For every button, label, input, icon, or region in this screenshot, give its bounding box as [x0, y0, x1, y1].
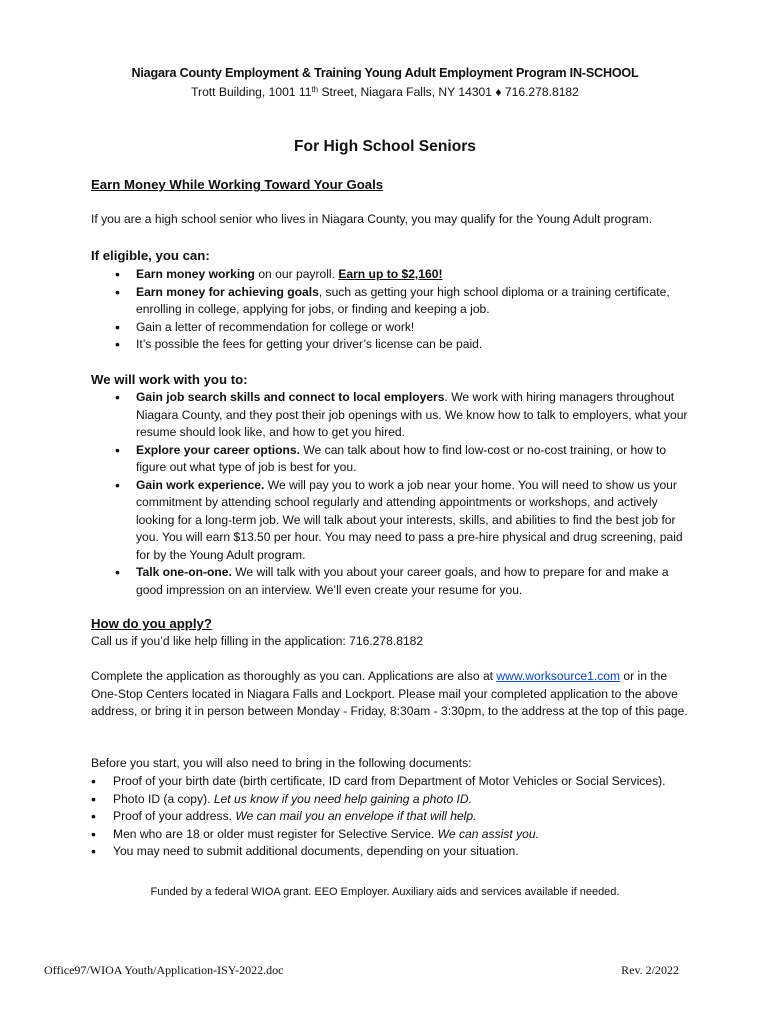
list-item: • Earn money for achieving goals, such as getting your high school diploma or a training certificate, enrolling in college, applying for jobs, or finding and keeping a job. [91, 284, 691, 319]
eligible-list [91, 266, 691, 354]
list-item: • Proof of your address. We can mail you an envelope if that will help. [91, 808, 681, 826]
list-item: • You may need to submit additional documents, depending on your situation. [91, 843, 681, 861]
org-line: Niagara County Employment & Training Young Adult Employment Program IN-SCHOOL [131, 66, 639, 80]
funding-notice: Funded by a federal WIOA grant. EEO Employer. Auxiliary aids and services available if needed. [150, 886, 620, 898]
apply-heading: How do you apply? [91, 616, 212, 631]
list-item: • It’s possible the fees for getting your driver’s license can be paid. [91, 336, 691, 354]
eligible-heading: If eligible, you can: [91, 248, 210, 263]
address-line: Trott Building, 1001 11th Street, Niagara Falls, NY 14301 ♦ 716.278.8182 [191, 85, 579, 99]
earn-intro: If you are a high school senior who lives in Niagara County, you may qualify for the Young Adult program. [91, 212, 653, 226]
docs-list [91, 773, 681, 861]
worksource-link[interactable]: www.worksource1.com [496, 669, 621, 683]
list-item: • Photo ID (a copy). Let us know if you need help gaining a photo ID. [91, 791, 681, 809]
list-item: • Talk one-on-one. We will talk with you about your career goals, and how to prepare for and make a good impression on an interview. We’ll even create your resume for you. [91, 564, 691, 599]
list-item: • Earn money working on our payroll. Earn up to $2,160! [91, 266, 691, 284]
docs-intro: Before you start, you will also need to bring in the following documents: [91, 756, 472, 770]
list-item: • Gain job search skills and connect to local employers. We work with hiring managers throughout Niagara County, and they post their job openings with us. We know how to talk to employers, what your resume should look like, and how to get you hired. [91, 389, 691, 442]
footer-file-path: Office97/WIOA Youth/Application-ISY-2022.doc [44, 963, 284, 977]
apply-complete: Complete the application as thoroughly as you can. Applications are also at www.worksource1.com or in the One-Stop Centers located in Niagara Falls and Lockport. Please mail your completed application to the above address, or bring it in person between Monday - Friday, 8:30am - 3:30pm, to the address at the top of this page. [91, 669, 688, 718]
list-item: • Explore your career options. We can talk about how to find low-cost or no-cost training, or how to figure out what type of job is best for you. [91, 442, 691, 477]
work-with-heading: We will work with you to: [91, 372, 248, 387]
work-with-list [91, 389, 691, 599]
list-item: • Proof of your birth date (birth certificate, ID card from Department of Motor Vehicles or Social Services). [91, 773, 681, 791]
footer-revision: Rev. 2/2022 [621, 963, 679, 977]
page-title: For High School Seniors [294, 138, 476, 155]
list-item: • Gain a letter of recommendation for college or work! [91, 319, 691, 337]
earn-heading: Earn Money While Working Toward Your Goals [91, 177, 384, 192]
list-item: • Gain work experience. We will pay you to work a job near your home. You will need to show us your commitment by attending school regularly and attending appointments or workshops, and actively looking for a long-term job. We will talk about your interests, skills, and abilities to find the best job for you. You will earn $13.50 per hour. You may need to pass a pre-hire physical and drug screening, paid for by the Young Adult program. [91, 477, 691, 565]
list-item: • Men who are 18 or older must register for Selective Service. We can assist you. [91, 826, 681, 844]
apply-call: Call us if you’d like help filling in the application: 716.278.8182 [91, 634, 424, 648]
